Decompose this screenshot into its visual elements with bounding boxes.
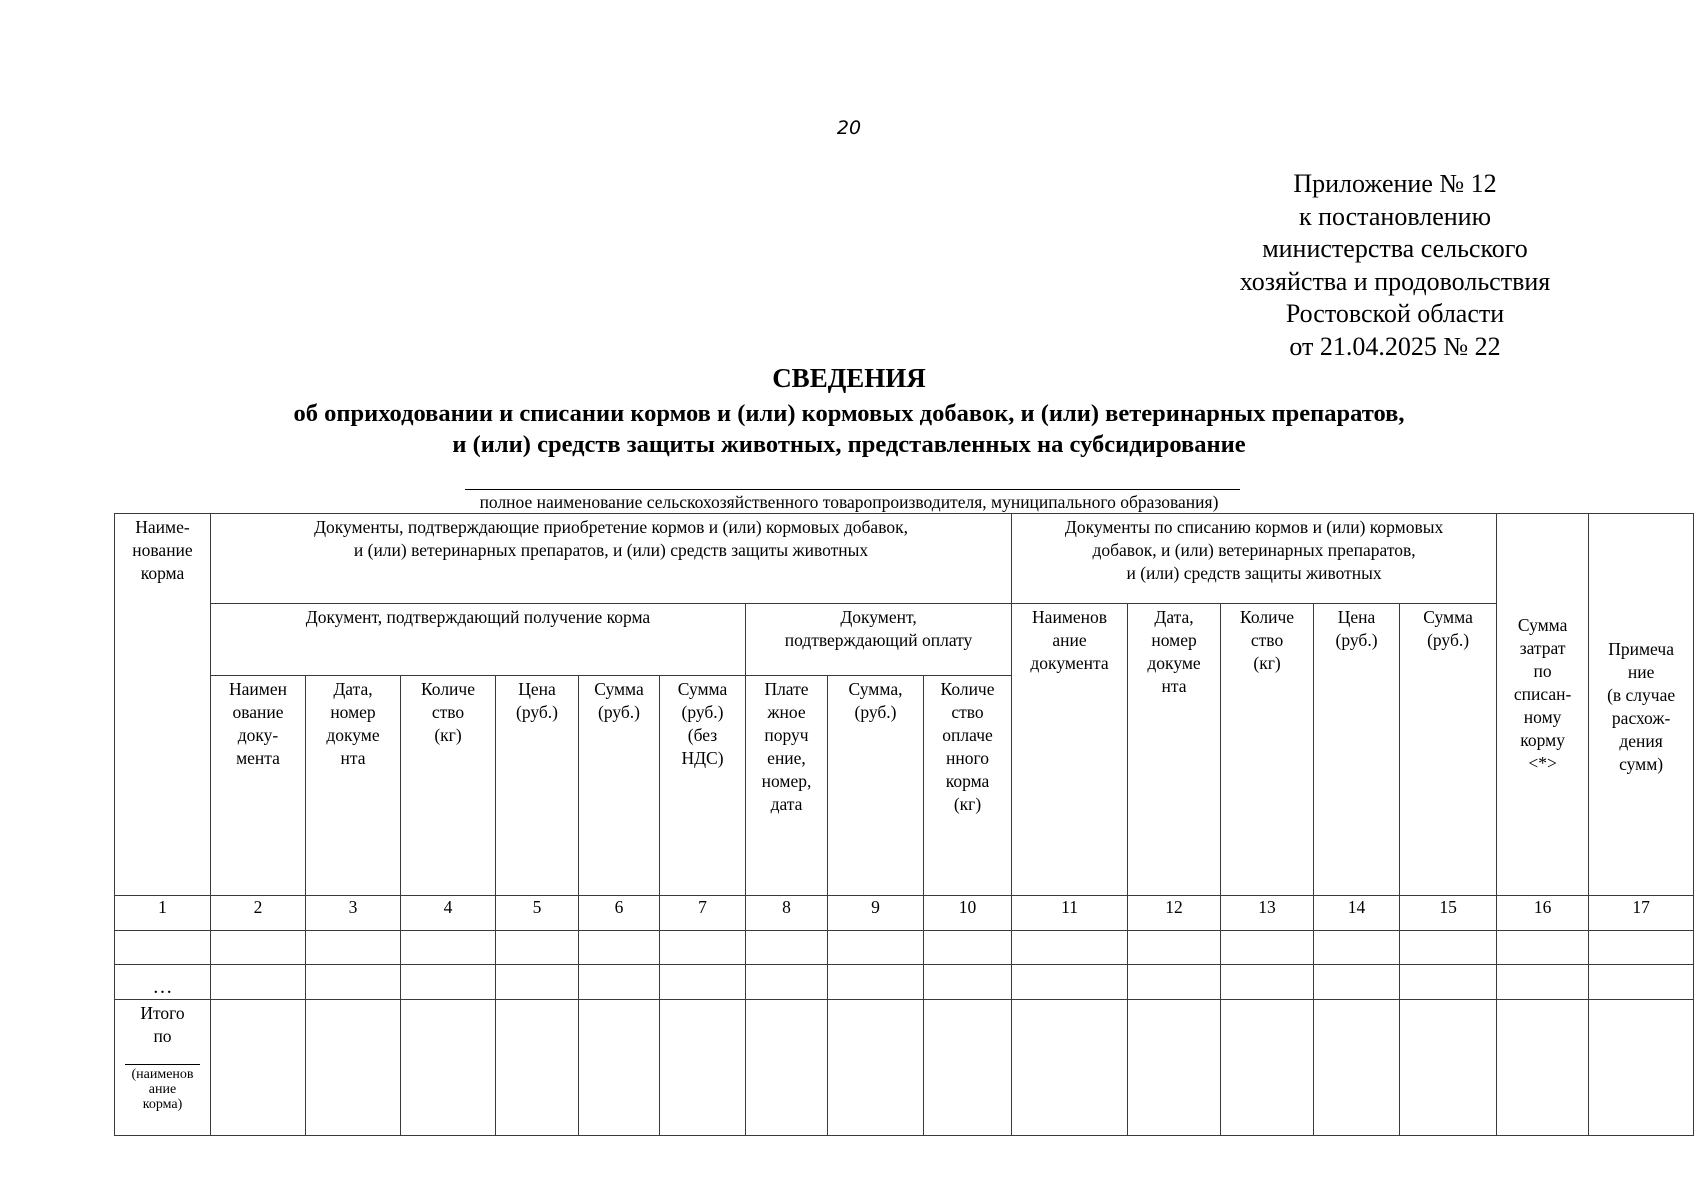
table-cell[interactable] [746, 931, 828, 965]
document-heading: СВЕДЕНИЯ [772, 363, 926, 393]
table-cell[interactable] [1012, 931, 1128, 965]
table-cell[interactable] [924, 1000, 1012, 1136]
table-cell[interactable] [746, 1000, 828, 1136]
table-cell[interactable] [828, 965, 924, 1000]
table-cell[interactable] [401, 1000, 496, 1136]
column-number: 17 [1589, 896, 1694, 931]
column-number: 3 [306, 896, 401, 931]
header-text: Количе ство (кг) [1240, 607, 1295, 673]
header-col-10 [924, 676, 1012, 896]
table-cell[interactable] [115, 931, 211, 965]
document-title-line: и (или) средств защиты животных, представленных на субсидирование [452, 431, 1246, 458]
table-cell[interactable] [1400, 1000, 1497, 1136]
column-number: 9 [828, 896, 924, 931]
total-name-blank [125, 1064, 200, 1065]
header-text: Цена (руб.) [516, 679, 558, 722]
header-feed-name [115, 514, 211, 896]
table-cell[interactable] [746, 965, 828, 1000]
header-text: Наимен ование доку- мента [229, 679, 287, 768]
header-text: Количе ство оплаче нного корма (кг) [940, 679, 995, 814]
producer-name-blank [465, 489, 1240, 490]
table-cell[interactable] [1589, 965, 1694, 1000]
table-cell[interactable] [579, 1000, 660, 1136]
table-cell[interactable] [828, 931, 924, 965]
header-col-9 [828, 676, 924, 896]
column-number: 4 [401, 896, 496, 931]
table-cell[interactable] [211, 1000, 306, 1136]
table-cell[interactable] [924, 965, 1012, 1000]
column-number: 6 [579, 896, 660, 931]
header-col-12 [1128, 604, 1221, 896]
table-cell[interactable] [306, 1000, 401, 1136]
appendix-block [1205, 168, 1585, 364]
header-text: Документ, подтверждающий оплату [784, 607, 973, 650]
producer-name-caption: полное наименование сельскохозяйственного товаропроизводителя, муниципального образования) [479, 492, 1219, 512]
table-cell[interactable] [579, 965, 660, 1000]
header-text: Дата, номер докуме нта [326, 679, 380, 768]
table-cell[interactable] [1400, 931, 1497, 965]
table-cell[interactable] [924, 931, 1012, 965]
table-cell[interactable] [306, 931, 401, 965]
table-cell[interactable] [1497, 1000, 1589, 1136]
column-number: 5 [496, 896, 579, 931]
table-cell[interactable] [1314, 931, 1400, 965]
appendix-line: хозяйства и продовольствия [1239, 266, 1551, 296]
table-cell[interactable] [660, 931, 746, 965]
column-number: 8 [746, 896, 828, 931]
header-col-4 [401, 676, 496, 896]
feed-records-table [114, 513, 1694, 1136]
header-text: Документы, подтверждающие приобретение кормов и (или) кормовых добавок, и (или) ветеринарных препаратов, и (или) средств защиты животных [314, 517, 908, 560]
column-number: 1 [115, 896, 211, 931]
table-cell[interactable] [496, 965, 579, 1000]
header-text: Сумма (руб.) [594, 679, 644, 722]
table-cell[interactable] [211, 965, 306, 1000]
header-col-13 [1221, 604, 1314, 896]
header-col-2 [211, 676, 306, 896]
header-col-3 [306, 676, 401, 896]
table-row [115, 931, 1694, 965]
table-cell[interactable] [660, 1000, 746, 1136]
ellipsis-text: … [152, 976, 173, 998]
header-text: Сумма (руб.) [1423, 607, 1473, 650]
header-col-5 [496, 676, 579, 896]
header-text: Сумма (руб.) (без НДС) [677, 679, 728, 768]
header-col-14 [1314, 604, 1400, 896]
appendix-line: Ростовской области [1285, 299, 1505, 329]
appendix-line: Приложение № 12 [1293, 169, 1497, 198]
table-cell[interactable] [496, 931, 579, 965]
table-cell[interactable] [1128, 931, 1221, 965]
table-cell[interactable] [211, 931, 306, 965]
column-number: 15 [1400, 896, 1497, 931]
header-text: Примеча ние (в случае расхож- дения сумм) [1607, 639, 1676, 774]
header-notes [1589, 514, 1694, 896]
table-cell[interactable] [401, 965, 496, 1000]
table-cell[interactable] [579, 931, 660, 965]
page-number: 20 [836, 117, 862, 139]
header-text: Документ, подтверждающий получение корма [305, 607, 651, 627]
header-text: Документы по списанию кормов и (или) кормовых добавок, и (или) ветеринарных препаратов, и (или) средств защиты животных [1064, 517, 1444, 583]
header-col-15 [1400, 604, 1497, 896]
appendix-line: министерства сельского [1262, 234, 1528, 264]
header-receipt-document [211, 604, 746, 676]
appendix-line: от 21.04.2025 № 22 [1289, 331, 1501, 361]
header-text: Наиме- нование корма [132, 517, 193, 583]
total-row [115, 1000, 1694, 1136]
header-col-7 [660, 676, 746, 896]
table-cell[interactable] [306, 965, 401, 1000]
header-purchase-documents [211, 514, 1012, 604]
table-cell[interactable] [1128, 965, 1221, 1000]
column-number: 14 [1314, 896, 1400, 931]
total-caption: (наименов ание корма) [131, 1067, 194, 1112]
table-cell[interactable] [401, 931, 496, 965]
total-label: Итого по [140, 1003, 185, 1046]
table-cell[interactable] [1221, 965, 1314, 1000]
appendix-line: к постановлению [1298, 201, 1492, 231]
header-text: Количе ство (кг) [421, 679, 475, 745]
column-number: 11 [1012, 896, 1128, 931]
table-cell[interactable] [1012, 1000, 1128, 1136]
table-cell[interactable] [1400, 965, 1497, 1000]
ellipsis-cell [115, 965, 211, 1000]
header-text: Плате жное поруч ение, номер, дата [761, 679, 812, 814]
table-cell[interactable] [1589, 1000, 1694, 1136]
table-cell[interactable] [660, 965, 746, 1000]
table-cell[interactable] [1128, 1000, 1221, 1136]
header-writeoff-cost [1497, 514, 1589, 896]
table-cell[interactable] [1497, 965, 1589, 1000]
header-text: Дата, номер докуме нта [1147, 607, 1201, 696]
header-col-6 [579, 676, 660, 896]
table-cell[interactable] [1497, 931, 1589, 965]
table-cell[interactable] [1314, 1000, 1400, 1136]
column-number: 12 [1128, 896, 1221, 931]
table-cell[interactable] [1314, 965, 1400, 1000]
header-payment-document [746, 604, 1012, 676]
header-writeoff-documents [1012, 514, 1497, 604]
header-col-8 [746, 676, 828, 896]
header-text: Сумма, (руб.) [848, 679, 903, 722]
table-row [115, 965, 1694, 1000]
table-cell[interactable] [1221, 931, 1314, 965]
total-label-cell [115, 1000, 211, 1136]
column-number: 2 [211, 896, 306, 931]
header-col-11 [1012, 604, 1128, 896]
table-cell[interactable] [496, 1000, 579, 1136]
table-cell[interactable] [1012, 965, 1128, 1000]
header-text: Цена (руб.) [1335, 607, 1378, 650]
table-cell[interactable] [828, 1000, 924, 1136]
table-cell[interactable] [1221, 1000, 1314, 1136]
column-number: 7 [660, 896, 746, 931]
table-cell[interactable] [1589, 931, 1694, 965]
column-numbers-row [115, 896, 1694, 931]
column-number: 13 [1221, 896, 1314, 931]
header-text: Сумма затрат по списан- ному корму <*> [1513, 615, 1572, 773]
document-title-line: об оприходовании и списании кормов и (или) кормовых добавок, и (или) ветеринарных препаратов, [293, 400, 1405, 427]
column-number: 10 [924, 896, 1012, 931]
column-number: 16 [1497, 896, 1589, 931]
header-text: Наименов ание документа [1030, 607, 1109, 673]
